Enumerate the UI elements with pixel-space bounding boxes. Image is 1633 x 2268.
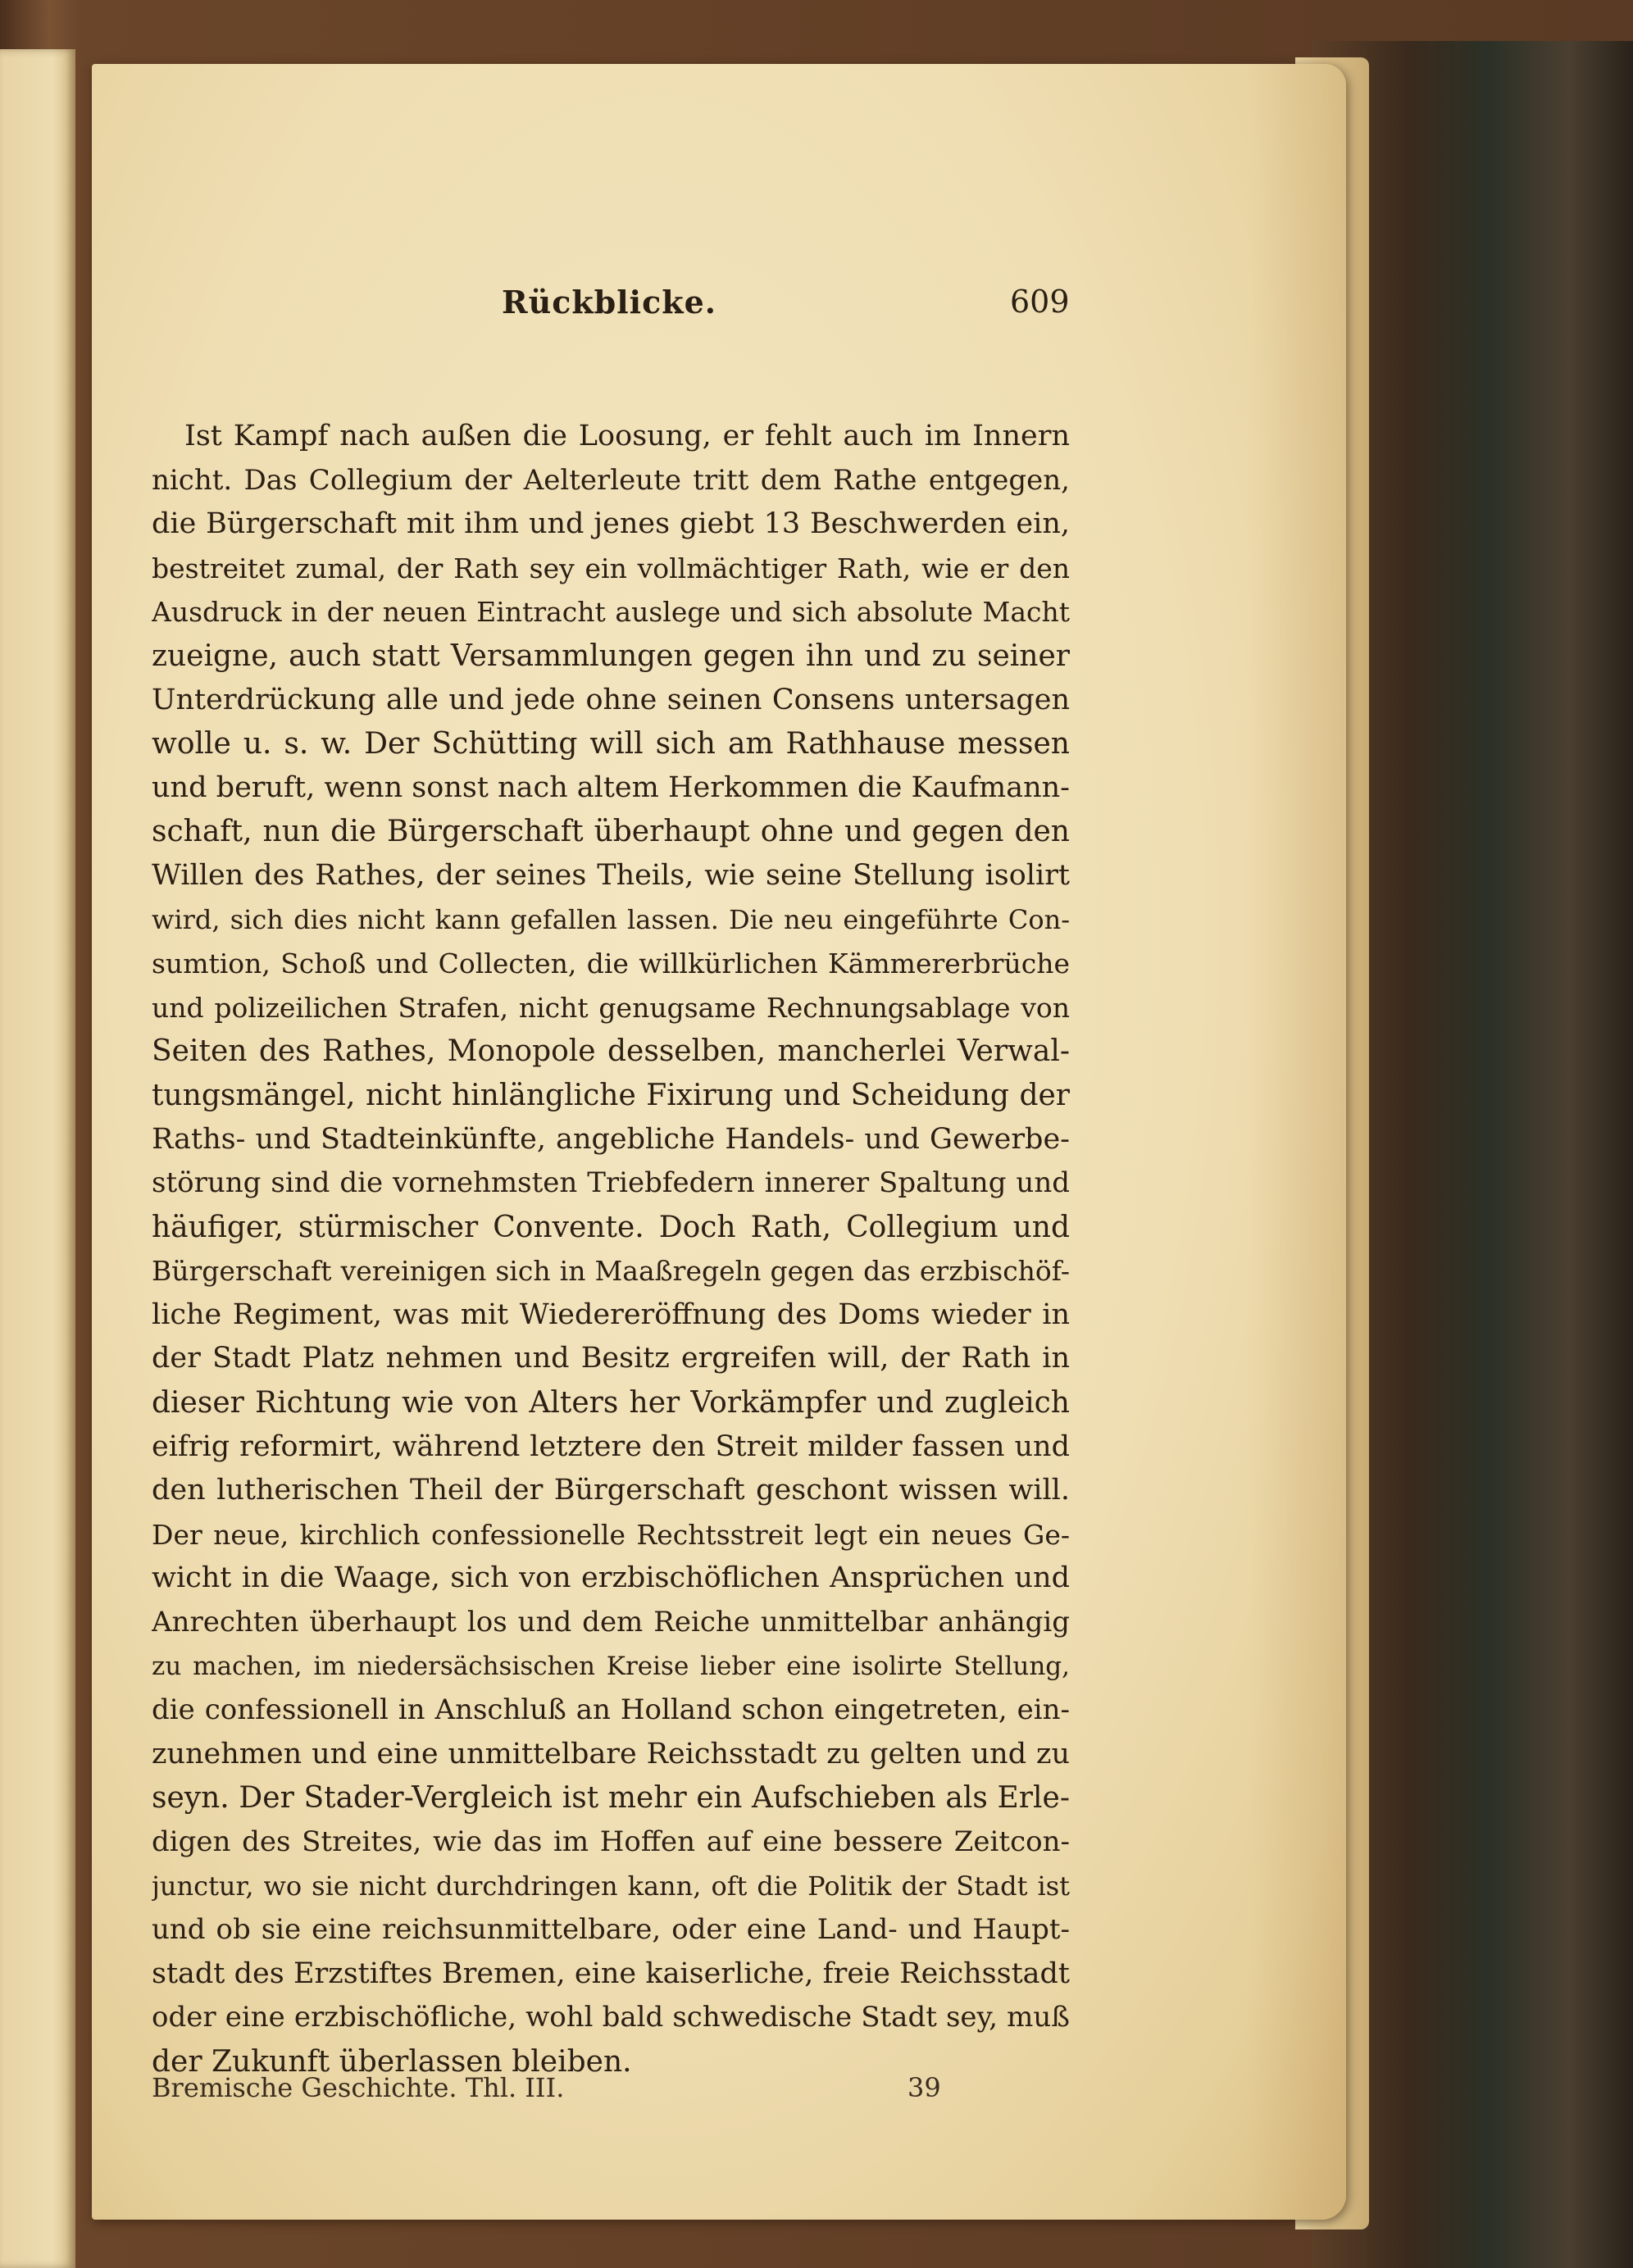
text-line: dieser Richtung wie von Alters her Vorkämpfer und zugleich xyxy=(152,1386,1070,1420)
text-line: Unterdrückung alle und jede ohne seinen Consens untersagen xyxy=(152,683,1070,716)
footer-signature: Bremische Geschichte. Thl. III. xyxy=(152,2072,565,2103)
text-line: den lutherischen Theil der Bürgerschaft geschont wissen will. xyxy=(152,1474,1070,1507)
text-line: der Zukunft überlassen bleiben. xyxy=(152,2044,632,2079)
text-line: und polizeilichen Strafen, nicht genugsame Rechnungsablage von xyxy=(152,991,1070,1024)
text-line: zueigne, auch statt Versammlungen gegen ihn und zu seiner xyxy=(152,639,1070,673)
book-page xyxy=(92,64,1346,2220)
text-line: digen des Streites, wie das im Hoffen auf eine bessere Zeitcon- xyxy=(152,1825,1070,1858)
sheet-number: 39 xyxy=(907,2072,941,2103)
text-line: und beruft, wenn sonst nach altem Herkommen die Kaufmann- xyxy=(152,770,1070,804)
facing-page-edge xyxy=(0,49,75,2268)
text-line: wird, sich dies nicht kann gefallen lassen. Die neu eingeführte Con- xyxy=(152,903,1070,935)
text-line: schaft, nun die Bürgerschaft überhaupt ohne und gegen den xyxy=(152,815,1070,849)
page-header xyxy=(92,269,1346,326)
text-line: seyn. Der Stader-Vergleich ist mehr ein Aufschieben als Erle- xyxy=(152,1781,1070,1816)
text-line: Anrechten überhaupt los und dem Reiche unmittelbar anhängig xyxy=(152,1606,1070,1639)
text-line: der Stadt Platz nehmen und Besitz ergreifen will, der Rath in xyxy=(152,1342,1070,1375)
body-text xyxy=(152,415,1070,2084)
text-line: zunehmen und eine unmittelbare Reichsstadt zu gelten und zu xyxy=(152,1737,1070,1770)
text-line: die Bürgerschaft mit ihm und jenes giebt 13 Beschwerden ein, xyxy=(152,507,1070,541)
page-stain xyxy=(1248,64,1346,2220)
text-line: Bürgerschaft vereinigen sich in Maaßregeln gegen das erzbischöf- xyxy=(152,1255,1070,1288)
text-line: Ausdruck in der neuen Eintracht auslege und sich absolute Macht xyxy=(152,596,1070,629)
text-line: Ist Kampf nach außen die Loosung, er fehlt auch im Innern xyxy=(184,420,1070,452)
text-line: nicht. Das Collegium der Aelterleute tritt dem Rathe entgegen, xyxy=(152,463,1070,497)
text-line: Willen des Rathes, der seines Theils, wie seine Stellung isolirt xyxy=(152,858,1070,892)
text-line: und ob sie eine reichsunmittelbare, oder eine Land- und Haupt- xyxy=(152,1913,1070,1947)
text-line: störung sind die vornehmsten Triebfedern innerer Spaltung und xyxy=(152,1166,1070,1200)
text-line: Der neue, kirchlich confessionelle Rechtsstreit legt ein neues Ge- xyxy=(152,1518,1070,1551)
running-head: Rückblicke. xyxy=(502,284,716,320)
text-line: liche Regiment, was mit Wiedereröffnung des Doms wieder in xyxy=(152,1298,1070,1331)
text-line: wolle u. s. w. Der Schütting will sich am Rathhause messen xyxy=(152,727,1070,761)
text-line: stadt des Erzstiftes Bremen, eine kaiserliche, freie Reichsstadt xyxy=(152,1957,1070,1990)
text-line: bestreitet zumal, der Rath sey ein vollmächtiger Rath, wie er den xyxy=(152,552,1070,584)
text-line: zu machen, im niedersächsischen Kreise lieber eine isolirte Stellung, xyxy=(152,1651,1070,1681)
text-line: sumtion, Schoß und Collecten, die willkürlichen Kämmererbrüche xyxy=(152,948,1070,980)
page-number: 609 xyxy=(1010,284,1070,320)
text-line: die confessionell in Anschluß an Holland schon eingetreten, ein- xyxy=(152,1693,1070,1727)
text-line: junctur, wo sie nicht durchdringen kann, oft die Politik der Stadt ist xyxy=(152,1870,1070,1902)
text-line: tungsmängel, nicht hinlängliche Fixirung und Scheidung der xyxy=(152,1078,1070,1112)
text-line: Seiten des Rathes, Monopole desselben, mancherlei Verwal- xyxy=(152,1034,1070,1069)
text-line: Raths- und Stadteinkünfte, angebliche Handels- und Gewerbe- xyxy=(152,1122,1070,1156)
text-line: eifrig reformirt, während letztere den Streit milder fassen und xyxy=(152,1429,1070,1463)
text-line: wicht in die Waage, sich von erzbischöflichen Ansprüchen und xyxy=(152,1561,1070,1595)
text-line: häufiger, stürmischer Convente. Doch Rath, Collegium und xyxy=(152,1210,1070,1244)
text-line: oder eine erzbischöfliche, wohl bald schwedische Stadt sey, muß xyxy=(152,2001,1070,2034)
page-footer xyxy=(152,2072,1070,2121)
